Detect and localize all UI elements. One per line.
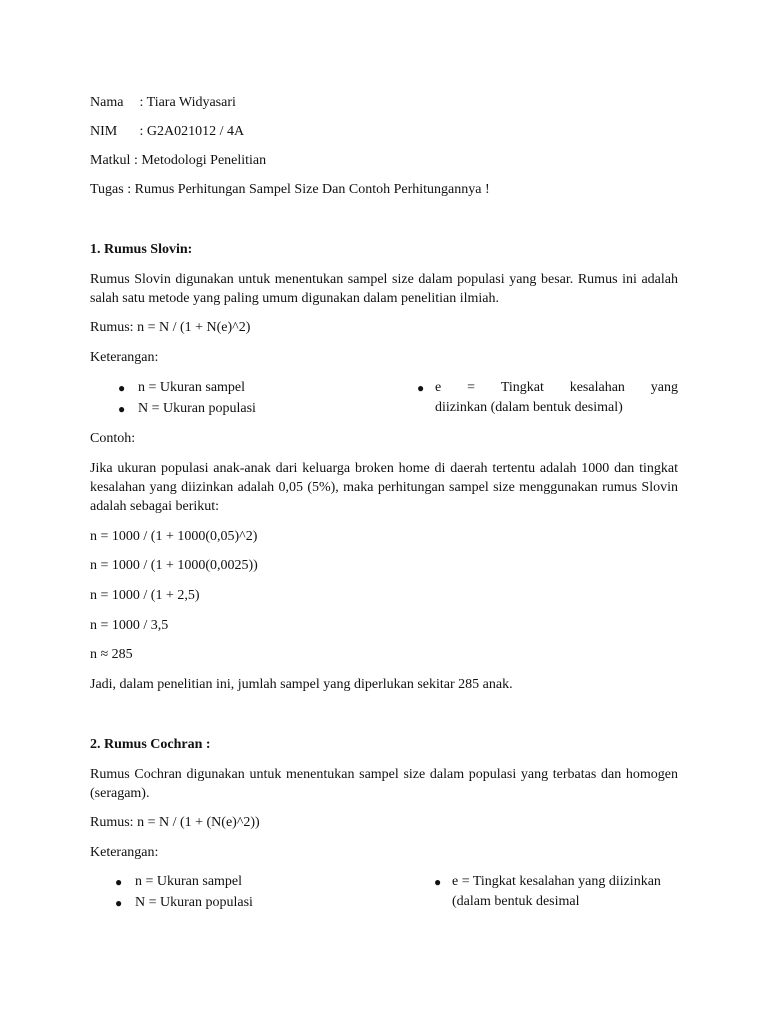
- bullet-icon: ●: [118, 381, 126, 395]
- nim-label: NIM: [90, 124, 118, 139]
- bullet-icon: ●: [434, 875, 442, 889]
- slovin-heading: 1. Rumus Slovin:: [90, 242, 193, 257]
- cochran-intro: Rumus Cochran digunakan untuk menentukan sampel size dalam populasi yang terbatas dan homogen (seragam).: [90, 767, 678, 801]
- nama-label: Nama: [90, 95, 124, 110]
- tugas-line: Tugas : Rumus Perhitungan Sampel Size Dan Contoh Perhitungannya !: [90, 182, 490, 197]
- nim-line: [90, 123, 244, 141]
- cochran-formula: Rumus: n = N / (1 + (N(e)^2)): [90, 815, 260, 830]
- slovin-e-line2: diizinkan (dalam bentuk desimal): [435, 400, 623, 415]
- cochran-heading: 2. Rumus Cochran :: [90, 737, 211, 752]
- slovin-contoh: Contoh:: [90, 431, 136, 446]
- matkul-line: Matkul : Metodologi Penelitian: [90, 153, 267, 168]
- slovin-step: n ≈ 285: [90, 647, 133, 662]
- slovin-keterangan-list: [90, 378, 678, 422]
- nama-line: [90, 94, 236, 112]
- cochran-keterangan-list: [90, 872, 678, 916]
- bullet-icon: ●: [417, 381, 425, 395]
- bullet-icon: ●: [118, 402, 126, 416]
- slovin-intro: Rumus Slovin digunakan untuk menentukan sampel size dalam populasi yang besar. Rumus ini adalah salah satu metode yang paling umum digunakan dalam penelitian ilmiah.: [90, 272, 678, 306]
- bullet-icon: ●: [115, 875, 123, 889]
- slovin-conclusion: Jadi, dalam penelitian ini, jumlah sampel yang diperlukan sekitar 285 anak.: [90, 677, 513, 692]
- cochran-keterangan: Keterangan:: [90, 845, 159, 860]
- slovin-step: n = 1000 / 3,5: [90, 618, 169, 633]
- list-item: [417, 378, 678, 418]
- list-item: ● N = Ukuran populasi: [138, 399, 256, 419]
- cochran-e-line2: (dalam bentuk desimal: [452, 894, 580, 909]
- slovin-step: n = 1000 / (1 + 1000(0,05)^2): [90, 529, 258, 544]
- cochran-e-line1: e = Tingkat kesalahan yang diizinkan: [452, 874, 661, 889]
- list-item: ● n = Ukuran sampel: [135, 872, 242, 892]
- slovin-step: n = 1000 / (1 + 2,5): [90, 588, 200, 603]
- list-item: [434, 872, 678, 912]
- slovin-formula: Rumus: n = N / (1 + N(e)^2): [90, 320, 251, 335]
- list-item: ● n = Ukuran sampel: [138, 378, 245, 398]
- slovin-keterangan: Keterangan:: [90, 350, 159, 365]
- slovin-e-line1: e = Tingkat kesalahan yang: [435, 380, 678, 395]
- document-page: [90, 0, 678, 1024]
- nim-value: : G2A021012 / 4A: [139, 124, 245, 139]
- list-item: ● N = Ukuran populasi: [135, 893, 253, 913]
- bullet-icon: ●: [115, 896, 123, 910]
- slovin-example: Jika ukuran populasi anak-anak dari keluarga broken home di daerah tertentu adalah 1000 dan tingkat kesalahan yang diizinkan adalah 0,05 (5%), maka perhitungan sampel size menggunakan rumus Slovin adalah sebagai berikut:: [90, 461, 678, 514]
- slovin-step: n = 1000 / (1 + 1000(0,0025)): [90, 558, 258, 573]
- nama-value: : Tiara Widyasari: [139, 95, 236, 110]
